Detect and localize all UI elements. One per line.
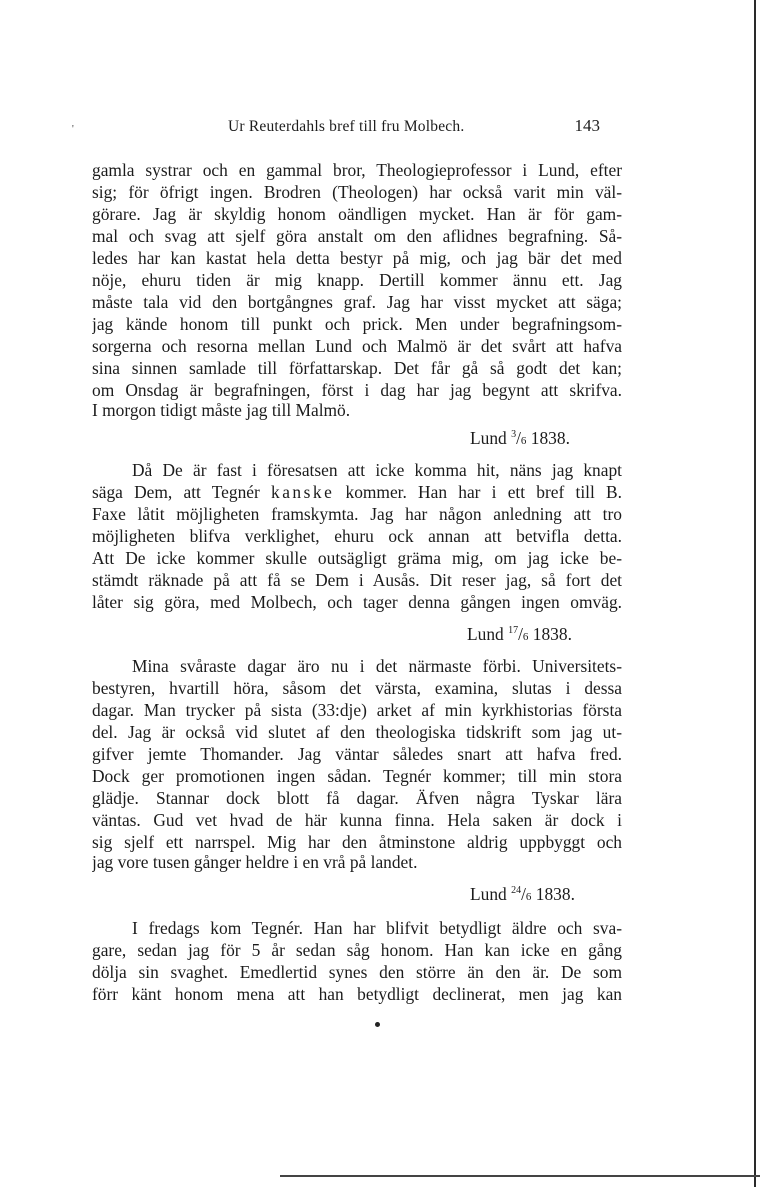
date-place: Lund — [467, 624, 504, 644]
text-line: del. Jag är också vid slutet af den theologiska tidskrift som jag ut- — [92, 722, 622, 742]
text-line: låter sig göra, med Molbech, och tager denna gången ingen omväg. — [92, 592, 622, 612]
page-number: 143 — [574, 116, 600, 135]
text-span: kommer. Han har i ett bref till B. — [334, 482, 622, 502]
page-header — [92, 118, 600, 146]
text-line: väntas. Gud vet hvad de här kunna finna. Hela saken är dock i — [92, 810, 622, 830]
date-day: 24 — [511, 885, 522, 897]
date-place: Lund — [470, 884, 507, 904]
text-line: gifver jemte Thomander. Jag väntar således snart att hafva fred. — [92, 744, 622, 764]
text-line: ledes har kan kastat hela detta bestyr på mig, och jag bär det med — [92, 248, 622, 268]
emphasized-word: kanske — [271, 482, 335, 502]
text-line: Då De är fast i föresatsen att icke komma hit, näns jag knapt — [132, 460, 622, 480]
text-line: stämdt räknade på att få se Dem i Ausås. Dit reser jag, så fort det — [92, 570, 622, 590]
text-line: Faxe låtit möjligheten framskymta. Jag har någon anledning att tro — [92, 504, 622, 524]
date-day: 3 — [511, 429, 517, 441]
scan-speck: ' — [72, 124, 74, 135]
text-span: säga Dem, att Tegnér — [92, 482, 271, 502]
text-line: dölja sin svaghet. Emedlertid synes den större än den är. De som — [92, 962, 622, 982]
running-title: Ur Reuterdahls bref till fru Molbech. — [228, 118, 465, 135]
text-line: Mina svåraste dagar äro nu i det närmaste förbi. Universitets- — [132, 656, 622, 676]
text-line: nöje, ehuru tiden är mig knapp. Dertill kommer ännu ett. Jag — [92, 270, 622, 290]
text-line: sorgerna och resorna mellan Lund och Malmö är det svårt att hafva — [92, 336, 622, 356]
text-line: mal och svag att sjelf göra anstalt om den aflidnes begrafning. Så- — [92, 226, 622, 246]
text-line: sig; för öfrigt ingen. Brodren (Theologen) har också varit min väl- — [92, 182, 622, 202]
text-line: jag kände honom till punkt och prick. Men under begrafningsom- — [92, 314, 622, 334]
text-line: I morgon tidigt måste jag till Malmö. — [92, 400, 351, 420]
page-dot-mark — [375, 1022, 380, 1027]
text-line: I fredags kom Tegnér. Han har blifvit betydligt äldre och sva- — [132, 918, 622, 938]
text-line: görare. Jag är skyldig honom oändligen mycket. Han är för gam- — [92, 204, 622, 224]
date-month: 6 — [520, 435, 527, 447]
dateline-1: Lund $^3$/6 1838. — [470, 428, 570, 448]
scan-edge-bottom — [280, 1175, 760, 1177]
text-line — [92, 482, 622, 503]
date-year: 1838. — [530, 428, 570, 448]
text-line: gamla systrar och en gammal bror, Theologieprofessor i Lund, efter — [92, 160, 622, 180]
text-line: måste tala vid den bortgångnes graf. Jag har visst mycket att säga; — [92, 292, 622, 312]
date-year: 1838. — [532, 624, 572, 644]
dateline-3: Lund $^{24}$/6 1838. — [470, 884, 575, 904]
text-line: dagar. Man trycker på sista (33:dje) arket af min kyrkhistorias första — [92, 700, 622, 720]
text-line: sina sinnen samlade till författarskap. Det får gå så godt det kan; — [92, 358, 622, 378]
date-year: 1838. — [535, 884, 575, 904]
text-line: Att De icke kommer skulle outsägligt gräma mig, om jag icke be- — [92, 548, 622, 568]
date-month: 6 — [522, 631, 529, 643]
text-line: gare, sedan jag för 5 år sedan såg honom. Han kan icke en gång — [92, 940, 622, 960]
date-day: 17 — [508, 625, 519, 637]
text-line: om Onsdag är begrafningen, först i dag har jag begynt att skrifva. — [92, 380, 622, 400]
date-place: Lund — [470, 428, 507, 448]
text-line: sig sjelf ett narrspel. Mig har den åtminstone aldrig uppbyggt och — [92, 832, 622, 852]
date-month: 6 — [525, 891, 532, 903]
dateline-2: Lund $^{17}$/6 1838. — [467, 624, 572, 644]
text-line: förr känt honom mena att han betydligt declinerat, men jag kan — [92, 984, 622, 1004]
text-line: glädje. Stannar dock blott få dagar. Äfven några Tyskar lära — [92, 788, 622, 808]
text-line: bestyren, hvartill höra, såsom det värsta, examina, slutas i dessa — [92, 678, 622, 698]
text-line: jag vore tusen gånger heldre i en vrå på landet. — [92, 852, 418, 872]
scan-edge-right — [754, 0, 756, 1187]
text-line: Dock ger promotionen ingen sådan. Tegnér kommer; till min stora — [92, 766, 622, 786]
text-line: möjligheten blifva verklighet, ehuru ock annan att betvifla detta. — [92, 526, 622, 546]
